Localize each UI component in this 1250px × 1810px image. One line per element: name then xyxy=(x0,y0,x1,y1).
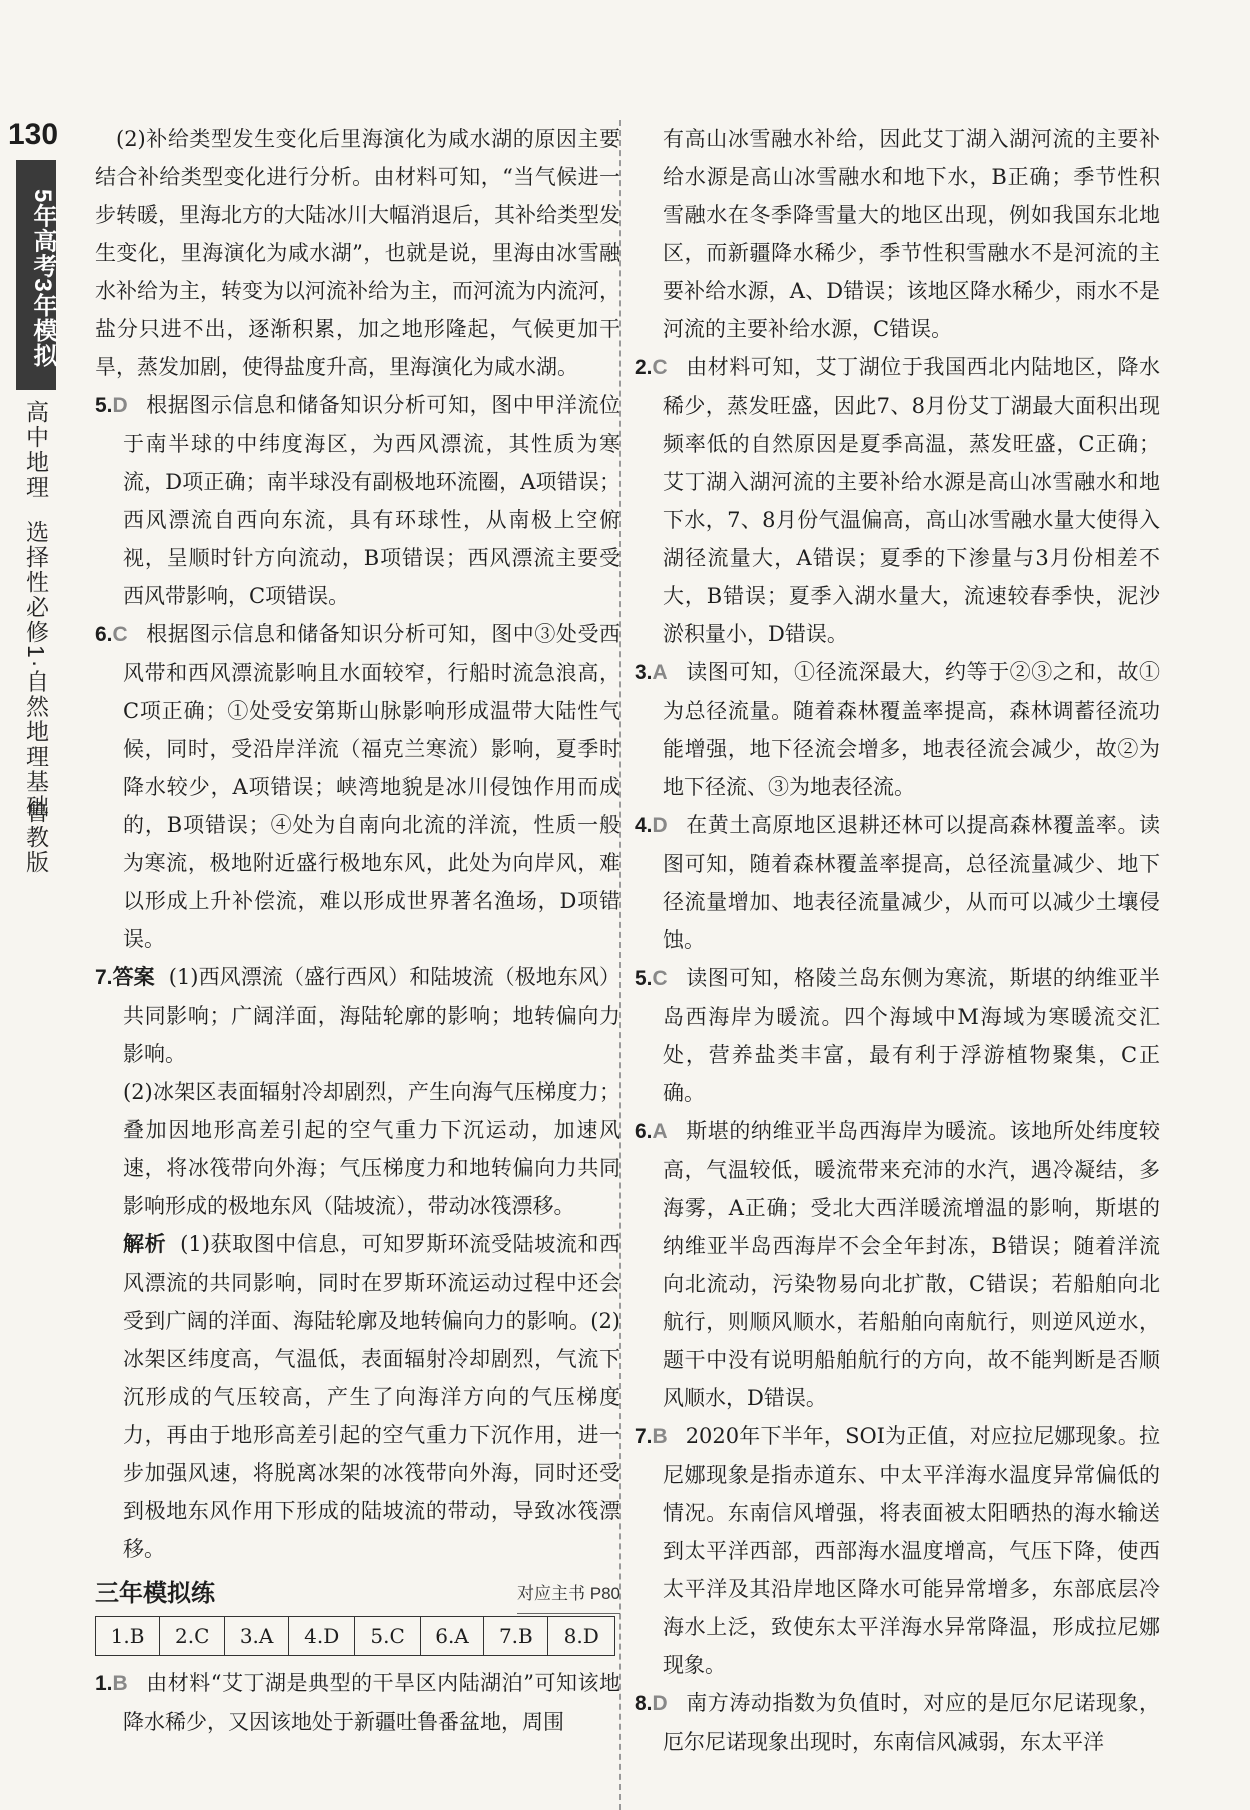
answer-cell: 5.C xyxy=(355,1617,420,1656)
section-header xyxy=(95,1574,620,1614)
answer-item-7-part2: (2)冰架区表面辐射冷却剧烈，产生向海气压梯度力；叠加因地形高差引起的空气重力下沉运动，加速风速，将冰筏带向外海；气压梯度力和地转偏向力共同影响形成的极地东风（陆坡流），带动冰筏漂移。 xyxy=(123,1080,620,1218)
answer-cell: 4.D xyxy=(288,1617,355,1656)
answer-item-6: 6.C 根据图示信息和储备知识分析可知，图中③处受西风带和西风漂流影响且水面较窄，行船时流急浪高，C项正确；①处受安第斯山脉影响形成温带大陆性气候，同时，受沿岸洋流（福克兰寒流）影响，夏季时降水较少，A项错误；峡湾地貌是冰川侵蚀作用而成的，B项错误；④处为自南向北流的洋流，性质一般为寒流，极地附近盛行极地东风，此处为向岸风，难以形成上升补偿流，难以形成世界著名渔场，D项错误。 xyxy=(95,622,620,951)
page-number: 130 xyxy=(8,118,59,151)
answer-item-5: 5.D 根据图示信息和储备知识分析可知，图中甲洋流位于南半球的中纬度海区，为西风漂流，其性质为寒流，D项正确；南半球没有副极地环流圈，A项错误；西风漂流自西向东流，具有环球性，从南极上空俯视，呈顺时针方向流动，B项错误；西风漂流主要受西风带影响，C项错误。 xyxy=(95,393,620,608)
answer-item-7: 7.答案 (1)西风漂流（盛行西风）和陆坡流（极地东风）共同影响；广阔洋面，海陆轮廓的影响；地转偏向力影响。 xyxy=(95,965,621,1066)
answer-item-8: 8.D 南方涛动指数为负值时，对应的是厄尔尼诺现象，厄尔尼诺现象出现时，东南信风减弱，东太平洋 xyxy=(635,1691,1160,1754)
answer-item-4: 4.D 在黄土高原地区退耕还林可以提高森林覆盖率。读图可知，随着森林覆盖率提高，总径流量减少、地下径流量增加、地表径流量减少，从而可以减少土壤侵蚀。 xyxy=(635,813,1160,952)
left-paragraph-continuation: (2)补给类型发生变化后里海演化为咸水湖的原因主要结合补给类型变化进行分析。由材料可知，“当气候进一步转暖，里海北方的大陆冰川大幅消退后，其补给类型发生变化，里海演化为咸水湖”，也就是说，里海由冰雪融水补给为主，转变为以河流补给为主，而河流为内流河，盐分只进不出，逐渐积累，加之地形隆起，气候更加干旱，蒸发加剧，使得盐度升高，里海演化为咸水湖。 xyxy=(95,127,620,379)
answer-cell: 1.B xyxy=(96,1617,160,1656)
book-label: 选择性必修1·自然地理基础 xyxy=(23,520,49,820)
answer-cell: 7.B xyxy=(484,1617,548,1656)
answer-item-3: 3.A 读图可知，①径流深最大，约等于②③之和，故①为总径流量。随着森林覆盖率提高，森林调蓄径流功能增强，地下径流会增多，地表径流会减少，故②为地下径流、③为地表径流。 xyxy=(635,660,1160,799)
section-title: 三年模拟练 xyxy=(95,1580,215,1607)
edition-label: 鲁教版 xyxy=(23,800,49,875)
answer-table xyxy=(95,1616,615,1656)
subject-label: 高中地理 xyxy=(23,400,49,500)
series-label: 5年高考3年模拟 xyxy=(16,160,56,390)
answer-item-6-right: 6.A 斯堪的纳维亚半岛西海岸为暖流。该地所处纬度较高，气温较低，暖流带来充沛的水汽，遇冷凝结，多海雾，A正确；受北大西洋暖流增温的影响，斯堪的纳维亚半岛西海岸不会全年封冻，B错误；随着洋流向北流动，污染物易向北扩散，C错误；若船舶向北航行，则顺风顺水，若船舶向南航行，则逆风逆水，题干中没有说明船舶航行的方向，故不能判断是否顺风顺水，D错误。 xyxy=(635,1119,1160,1410)
answer-item-7-analysis: 解析 (1)获取图中信息，可知罗斯环流受陆坡流和西风漂流的共同影响，同时在罗斯环流运动过程中还会受到广阔的洋面、海陆轮廓及地转偏向力的影响。(2)冰架区纬度高，气温低，表面辐射冷却剧烈，气流下沉形成的气压较高，产生了向海洋方向的气压梯度力，再由于地形高差引起的空气重力下沉作用，进一步加强风速，将脱离冰架的冰筏带向外海，同时还受到极地东风作用下形成的陆坡流的带动，导致冰筏漂移。 xyxy=(123,1232,621,1561)
right-column xyxy=(635,120,1160,1761)
left-column xyxy=(95,120,620,1741)
answer-cell: 3.A xyxy=(225,1617,289,1656)
answer-item-2: 2.C 由材料可知，艾丁湖位于我国西北内陆地区，降水稀少，蒸发旺盛，因此7、8月份艾丁湖最大面积出现频率低的自然原因是夏季高温，蒸发旺盛，C正确；艾丁湖入湖河流的主要补给水源是高山冰雪融水和地下水，7、8月份气温偏高，高山冰雪融水量大使得入湖径流量大，A错误；夏季的下渗量与3月份相差不大，B错误；夏季入湖水量大，流速较春季快，泥沙淤积量小，D错误。 xyxy=(635,355,1160,646)
answer-item-1: 1.B 由材料“艾丁湖是典型的干旱区内陆湖泊”可知该地降水稀少，又因该地处于新疆吐鲁番盆地，周围 xyxy=(95,1671,620,1734)
right-paragraph-continuation: 有高山冰雪融水补给，因此艾丁湖入湖河流的主要补给水源是高山冰雪融水和地下水，B正确；季节性积雪融水在冬季降雪量大的地区出现，例如我国东北地区，而新疆降水稀少，季节性积雪融水不是河流的主要补给水源，A、D错误；该地区降水稀少，雨水不是河流的主要补给水源，C错误。 xyxy=(663,127,1160,341)
answer-item-7-right: 7.B 2020年下半年，SOI为正值，对应拉尼娜现象。拉尼娜现象是指赤道东、中太平洋海水温度异常偏低的情况。东南信风增强，将表面被太阳晒热的海水输送到太平洋西部，西部海水温度增高，气压下降，使西太平洋及其沿岸地区降水可能异常增多，东部底层冷海水上泛，致使东太平洋海水异常降温，形成拉尼娜现象。 xyxy=(635,1424,1160,1677)
answer-item-5-right: 5.C 读图可知，格陵兰岛东侧为寒流，斯堪的纳维亚半岛西海岸为暖流。四个海域中M海域为寒暖流交汇处，营养盐类丰富，最有利于浮游植物聚集，C正确。 xyxy=(635,966,1160,1105)
answer-cell: 8.D xyxy=(548,1617,615,1656)
answer-cell: 6.A xyxy=(420,1617,484,1656)
section-reference: 对应主书 P80 xyxy=(517,1575,620,1614)
answer-cell: 2.C xyxy=(160,1617,225,1656)
sidebar xyxy=(0,0,80,1810)
